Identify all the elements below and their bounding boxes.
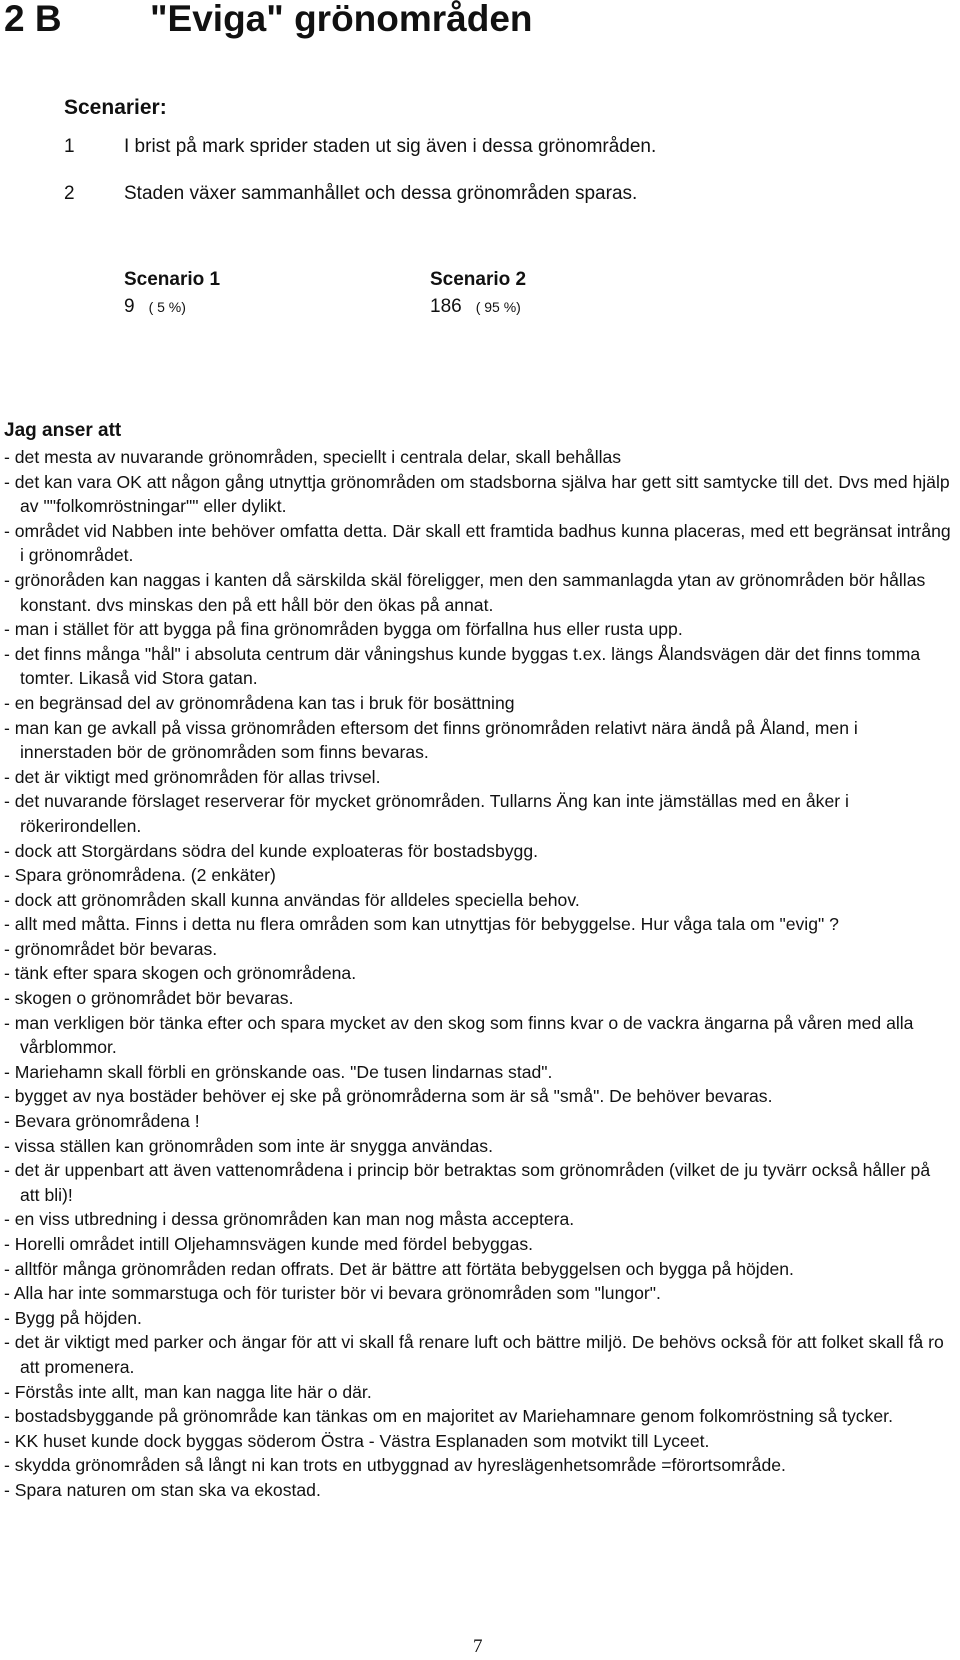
list-item: - Bygg på höjden. (4, 1307, 142, 1328)
scenario-number: 1 (64, 136, 75, 157)
list-item: - alltför många grönområden redan offrats. Det är bättre att förtäta bebyggelsen och bygga på höjden. (4, 1258, 794, 1279)
list-item: - Spara naturen om stan ska va ekostad. (4, 1479, 321, 1500)
list-item: - allt med måtta. Finns i detta nu flera områden som kan utnyttjas för bebyggelse. Hur våga tala om "evig" ? (4, 914, 839, 935)
list-item: - en begränsad del av grönområdena kan tas i bruk för bosättning (4, 692, 515, 713)
list-item: - det är viktigt med parker och ängar för att vi skall få renare luft och bättre miljö. De behövs också för att folket skall få ro att promenera. (4, 1332, 944, 1377)
list-item: - Spara grönområdena. (2 enkäter) (4, 865, 276, 886)
result-percent: ( 95 %) (475, 299, 521, 315)
list-item: - Alla har inte sommarstuga och för turister bör vi bevara grönområden som "lungor". (4, 1283, 661, 1304)
list-item: - grönområdet bör bevaras. (4, 938, 218, 959)
list-item: - dock att Storgärdans södra del kunde exploateras för bostadsbygg. (4, 840, 538, 861)
list-item: - området vid Nabben inte behöver omfatta detta. Där skall ett framtida badhus kunna placeras, med ett begränsat intrång i grönområdet. (4, 520, 951, 566)
scenario-number: 2 (64, 183, 75, 204)
list-item: - bygget av nya bostäder behöver ej ske på grönområderna som är så "små". De behöver bevaras. (4, 1086, 773, 1107)
list-item: - tänk efter spara skogen och grönområdena. (4, 963, 357, 984)
page-title (4, 0, 533, 40)
list-item: - man kan ge avkall på vissa grönområden eftersom det finns grönområden relativt nära ändå på Åland, men i innerstaden bör de grönområden som finns bevaras. (4, 717, 858, 763)
list-item: - grönoråden kan naggas i kanten då särskilda skäl föreligger, men den sammanlagda ytan av grönområden bör hållas konstant. dvs minskas den på ett håll bör den ökas på annat. (4, 569, 926, 615)
section-number: 2 B (4, 0, 62, 39)
scenario-text: I brist på mark sprider staden ut sig även i dessa grönområden. (124, 136, 657, 157)
list-item: - skogen o grönområdet bör bevaras. (4, 988, 294, 1009)
list-item: - det finns många "hål" i absoluta centrum där våningshus kunde byggas t.ex. längs Ålandsvägen där det finns tomma tomter. Likaså vid Stora gatan. (4, 643, 921, 689)
list-item: - KK huset kunde dock byggas söderom Östra - Västra Esplanaden som motvikt till Lyceet. (4, 1430, 710, 1451)
list-item: - skydda grönområden så långt ni kan trots en utbyggnad av hyreslägenhetsområde =förortsområde. (4, 1455, 786, 1476)
result-count: 9 (124, 296, 135, 317)
scenario-item (64, 136, 656, 158)
list-item: - en viss utbredning i dessa grönområden kan man nog måsta acceptera. (4, 1209, 575, 1230)
list-item: - Horelli området intill Oljehamnsvägen kunde med fördel bebyggas. (4, 1234, 534, 1254)
list-item: - Förstås inte allt, man kan nagga lite här o där. (4, 1381, 372, 1402)
section-title: "Eviga" grönområden (150, 0, 533, 39)
opinions-list (4, 445, 954, 1503)
list-item: - det är uppenbart att även vattenområdena i princip bör betraktas som grönområden (vilket de ju tyvärr också håller på att bli)! (4, 1160, 931, 1205)
result-scenario-2 (430, 269, 526, 318)
list-item: - det kan vara OK att någon gång utnyttja grönområden om stadsborna själva har gett sitt samtycke till det. Dvs med hjälp av ""folkomröstningar"" eller dylikt. (4, 471, 950, 517)
page-number: 7 (473, 1636, 483, 1657)
list-item: - vissa ställen kan grönområden som inte är snygga användas. (4, 1135, 493, 1156)
result-label: Scenario 1 (124, 269, 221, 290)
opinions-heading: Jag anser att (4, 420, 122, 441)
list-item: - bostadsbyggande på grönområde kan tänkas om en majoritet av Mariehamnare genom folkomröstning så tycker. (4, 1406, 893, 1427)
result-label: Scenario 2 (430, 269, 527, 290)
list-item: - Bevara grönområdena ! (4, 1111, 200, 1132)
scenarios-heading: Scenarier: (64, 96, 167, 119)
list-item: - man i stället för att bygga på fina grönområden bygga om förfallna hus eller rusta upp. (4, 619, 683, 640)
scenario-item (64, 183, 637, 205)
result-scenario-1 (124, 269, 220, 318)
list-item: - Mariehamn skall förbli en grönskande oas. "De tusen lindarnas stad". (4, 1061, 553, 1082)
list-item: - det är viktigt med grönområden för allas trivsel. (4, 766, 381, 787)
result-count: 186 (430, 296, 462, 317)
list-item: - det mesta av nuvarande grönområden, speciellt i centrala delar, skall behållas (4, 447, 622, 467)
list-item: - man verkligen bör tänka efter och spara mycket av den skog som finns kvar o de vackra ängarna på våren med alla vårblommor. (4, 1012, 914, 1058)
result-percent: ( 5 %) (148, 299, 186, 315)
list-item: - det nuvarande förslaget reserverar för mycket grönområden. Tullarns Äng kan inte jämställas med en åker i rökerirondellen. (4, 791, 849, 836)
list-item: - dock att grönområden skall kunna användas för alldeles speciella behov. (4, 889, 580, 910)
scenario-text: Staden växer sammanhållet och dessa grönområden sparas. (124, 183, 638, 204)
